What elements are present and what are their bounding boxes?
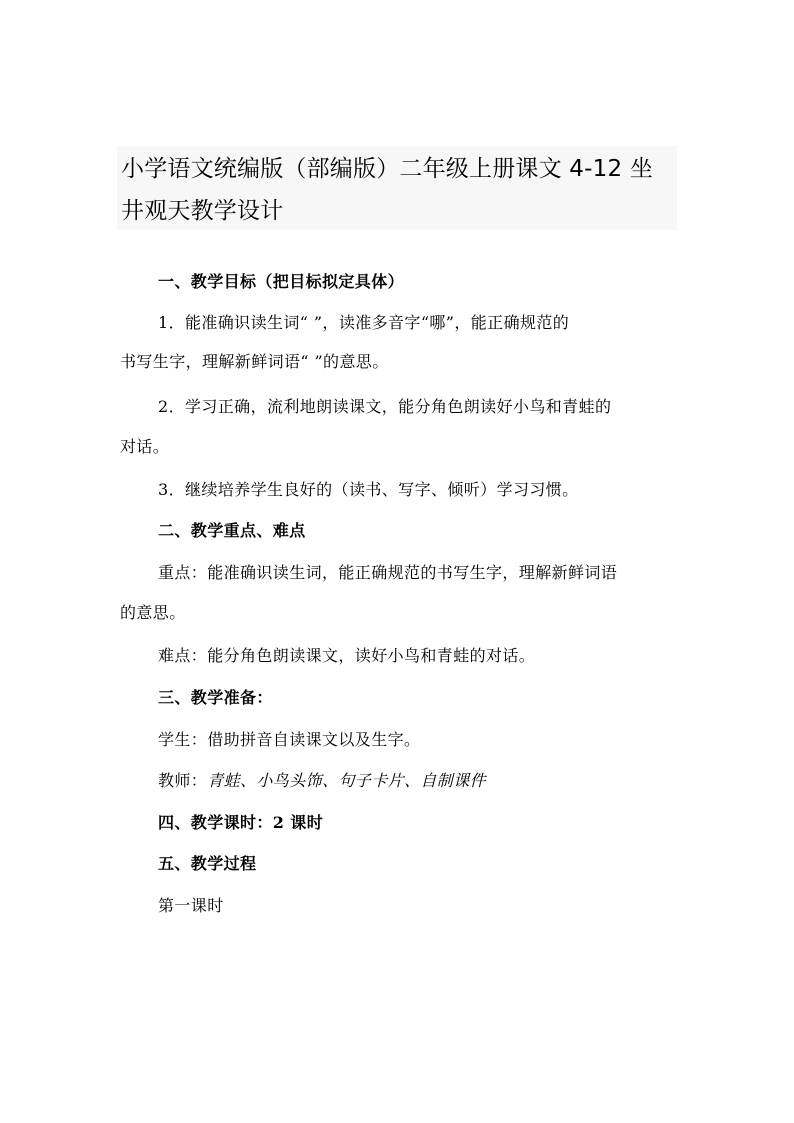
key-point-line-1: 重点：能准确识读生词，能正确规范的书写生字，理解新鲜词语 (158, 563, 618, 582)
section-heading-periods: 四、教学课时：2 课时 (158, 813, 324, 832)
teacher-preparation-items: 青蛙、小鸟头饰、句子卡片、自制课件 (207, 771, 487, 790)
section-heading-goals: 一、教学目标（把目标拟定具体） (158, 272, 405, 291)
section-heading-process: 五、教学过程 (158, 854, 257, 873)
difficulty-line: 难点：能分角色朗读课文，读好小鸟和青蛙的对话。 (158, 646, 536, 665)
goal-2-line-2: 对话。 (120, 437, 170, 456)
goal-2-line-1: 2．学习正确，流利地朗读课文，能分角色朗读好小鸟和青蛙的 (158, 397, 612, 416)
section-heading-preparation: 三、教学准备： (158, 688, 273, 707)
goal-1-line-2: 书写生字，理解新鲜词语“ ”的意思。 (120, 352, 389, 371)
goal-1-line-1: 1．能准确识读生词“ ”，读准多音字“哪”，能正确规范的 (158, 313, 570, 332)
student-preparation: 学生：借助拼音自读课文以及生字。 (158, 730, 421, 749)
document-title-block (117, 146, 677, 230)
section-heading-key-points: 二、教学重点、难点 (158, 521, 306, 540)
key-point-line-2: 的意思。 (120, 603, 186, 622)
document-title-line-2: 井观天教学设计 (121, 198, 284, 224)
teacher-preparation-label: 教师： (158, 771, 208, 790)
teacher-preparation (158, 770, 486, 792)
first-period-label: 第一课时 (158, 896, 224, 915)
document-title-line-1: 小学语文统编版（部编版）二年级上册课文 4-12 坐 (121, 156, 654, 182)
goal-3-line-1: 3．继续培养学生良好的（读书、写字、倾听）学习习惯。 (158, 480, 579, 499)
